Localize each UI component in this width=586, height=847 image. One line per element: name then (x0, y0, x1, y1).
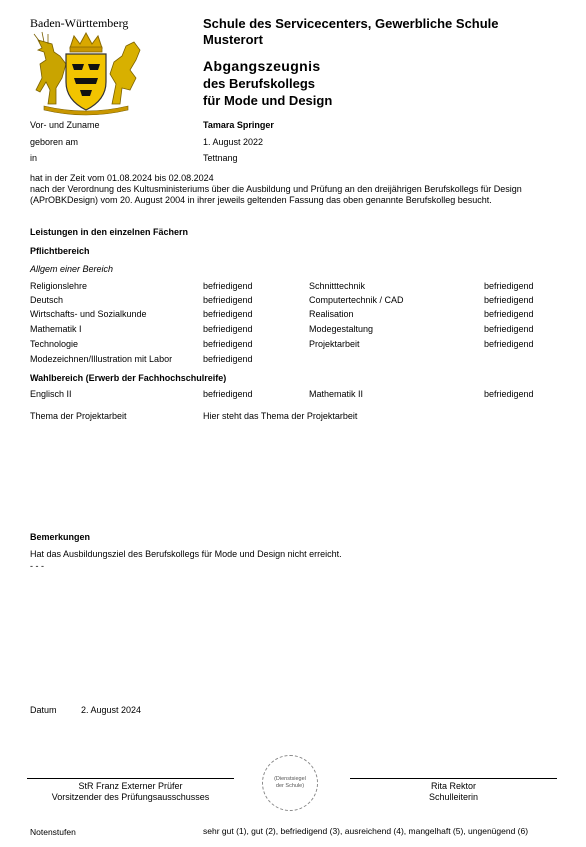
deer-supporter-icon (34, 32, 66, 104)
title-line1: Abgangszeugnis (203, 58, 321, 74)
crown-icon (70, 33, 102, 52)
subject-grade: befriedigend (203, 309, 253, 319)
title-line3: für Mode und Design (203, 93, 333, 108)
subject-grade: befriedigend (484, 389, 534, 399)
intro-line1: hat in der Zeit vom 01.08.2024 bis 02.08.2024 (30, 173, 214, 183)
signatory-left-role: Vorsitzender des Prüfungsausschusses (51, 792, 210, 802)
subject-name: Technologie (30, 339, 79, 349)
subject-name: Wirtschafts- und Sozialkunde (30, 309, 147, 319)
birth-label: geboren am (30, 137, 79, 147)
thema-label: Thema der Projektarbeit (30, 411, 127, 421)
title-line2: des Berufskollegs (203, 76, 315, 91)
subject-name: Computertechnik / CAD (309, 295, 404, 305)
subject-name: Schnitttechnik (309, 281, 366, 291)
subject-name: Modegestaltung (309, 324, 374, 334)
subject-grade: befriedigend (203, 339, 253, 349)
subject-grade: befriedigend (484, 324, 534, 334)
signature-line-right (350, 778, 557, 779)
school-name-line2: Musterort (203, 32, 263, 47)
subject-grade: befriedigend (203, 389, 253, 399)
subject-grade: befriedigend (203, 354, 253, 364)
subject-grade: befriedigend (484, 309, 534, 319)
subject-grade: befriedigend (484, 339, 534, 349)
subject-name: Projektarbeit (309, 339, 360, 349)
lion-supporter-icon (110, 42, 140, 104)
signatory-left-name: StR Franz Externer Prüfer (78, 781, 183, 791)
seal-placeholder (262, 755, 318, 811)
place-label: in (30, 153, 38, 163)
name-value: Tamara Springer (203, 120, 274, 130)
signature-left (27, 781, 234, 803)
leistungen-heading: Leistungen in den einzelnen Fächern (30, 227, 189, 237)
bemerkungen-heading: Bemerkungen (30, 532, 91, 542)
signature-line-left (27, 778, 234, 779)
birth-value: 1. August 2022 (203, 137, 264, 147)
coat-of-arms-image (26, 30, 146, 116)
notenstufen-label: Notenstufen (30, 827, 76, 837)
thema-value: Hier steht das Thema der Projektarbeit (203, 411, 358, 421)
datum-label: Datum (30, 705, 57, 715)
place-value: Tettnang (203, 153, 238, 163)
signatory-right-name: Rita Rektor (430, 781, 476, 791)
subject-grade: befriedigend (203, 324, 253, 334)
subject-grade: befriedigend (484, 281, 534, 291)
shield-icon (66, 54, 106, 110)
bemerkungen-dashes: - - - (30, 561, 44, 571)
wahl-heading: Wahlbereich (Erwerb der Fachhochschulreife) (30, 373, 227, 383)
signatory-right-role: Schulleiterin (428, 792, 479, 802)
datum-value: 2. August 2024 (81, 705, 142, 715)
subject-name: Mathematik II (309, 389, 364, 399)
name-label: Vor- und Zuname (30, 120, 100, 130)
school-name-line1: Schule des Servicecenters, Gewerbliche Schule (203, 16, 499, 31)
notenstufen-value: sehr gut (1), gut (2), befriedigend (3), ausreichend (4), mangelhaft (5), ungenügend (6) (203, 826, 529, 836)
school-name (203, 16, 499, 48)
subject-name: Englisch II (30, 389, 72, 399)
seal-line1: (Dienstsiegel (274, 776, 306, 782)
subject-name: Religionslehre (30, 281, 88, 291)
intro-paragraph (30, 173, 560, 206)
intro-line2: nach der Verordnung des Kultusministeriums über die Ausbildung und Prüfung an den dreijährigen Berufskollegs für Design (APrOBKDesign) vom 20. August 2004 in ihrer jeweils geltenden Fassung das oben genannte Berufskolleg besucht. (30, 184, 522, 205)
subject-grade: befriedigend (484, 295, 534, 305)
signature-right (350, 781, 557, 803)
subject-name: Realisation (309, 309, 354, 319)
subject-name: Modezeichnen/Illustration mit Labor (30, 354, 173, 364)
bemerkungen-text: Hat das Ausbildungsziel des Berufskollegs für Mode und Design nicht erreicht. (30, 549, 342, 559)
document-title (203, 58, 332, 109)
subject-grade: befriedigend (203, 295, 253, 305)
seal-line2: der Schule) (275, 783, 305, 789)
subject-name: Mathematik I (30, 324, 82, 334)
state-name: Baden-Württemberg (30, 16, 129, 30)
allgemein-heading: Allgem einer Bereich (30, 264, 114, 274)
pflicht-heading: Pflichtbereich (30, 246, 90, 256)
subject-name: Deutsch (30, 295, 64, 305)
subject-grade: befriedigend (203, 281, 253, 291)
